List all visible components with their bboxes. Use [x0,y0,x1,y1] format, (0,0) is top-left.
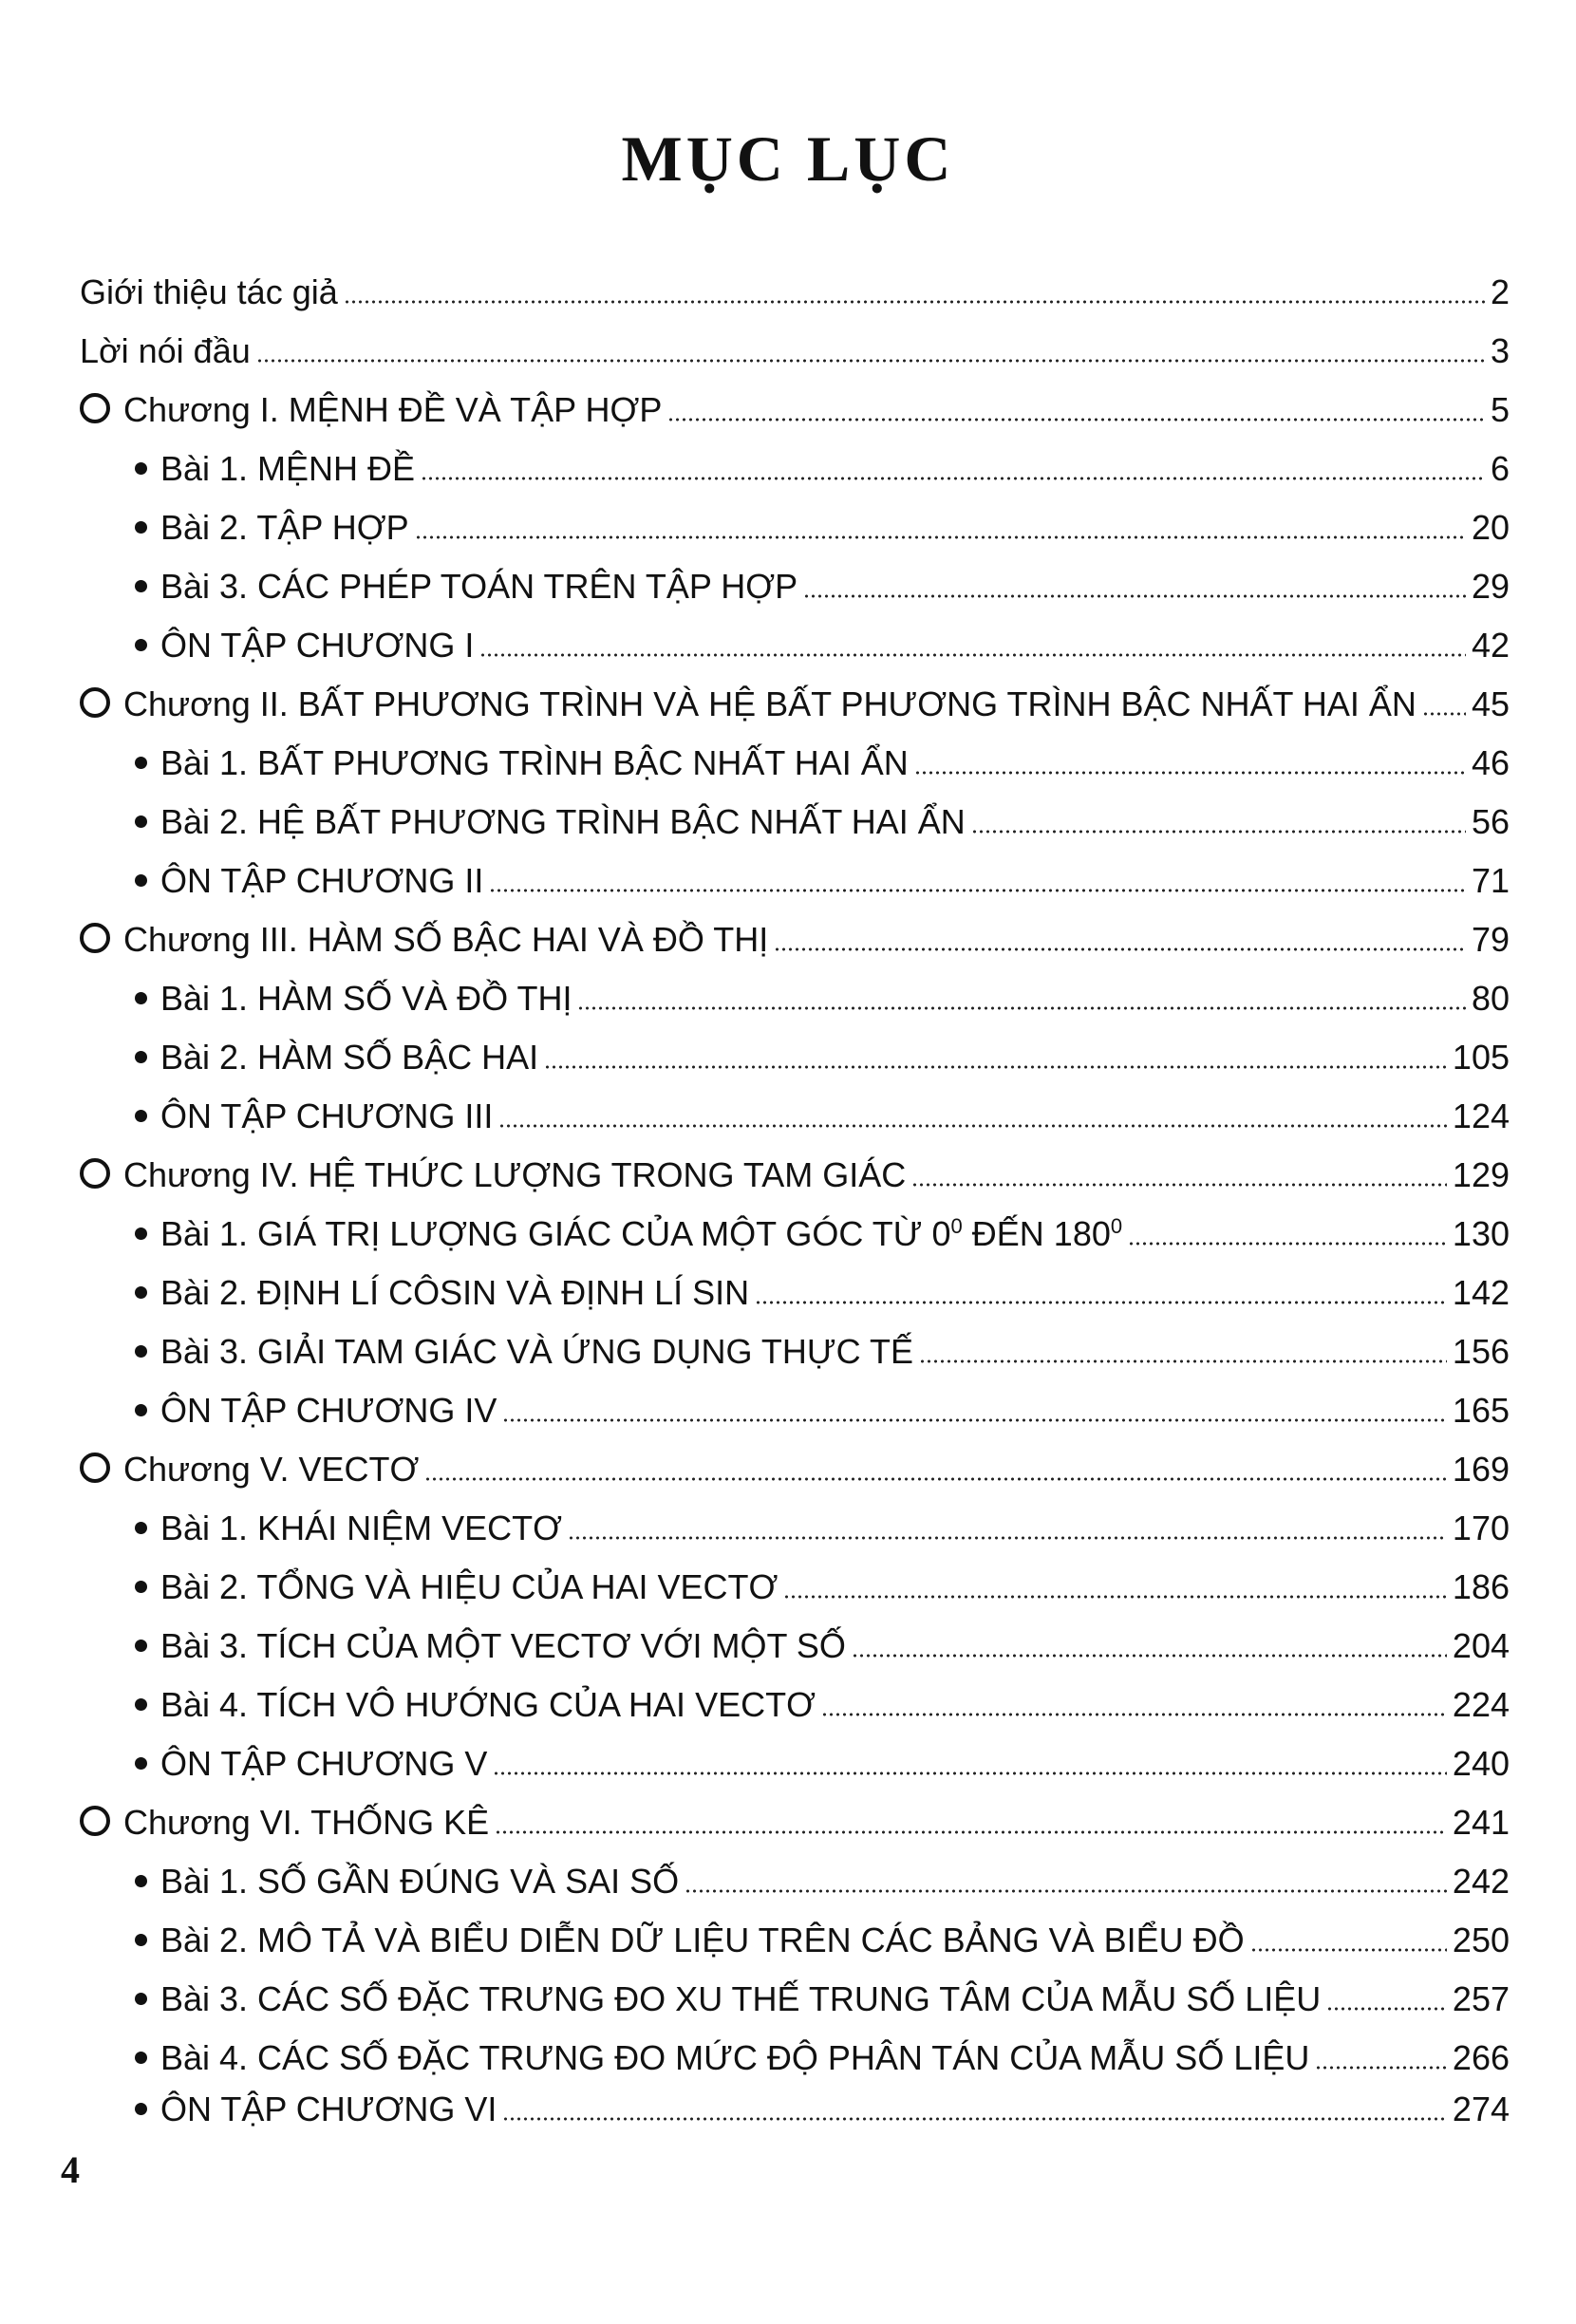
toc-chapter-page: 45 [1471,684,1510,723]
toc-lesson-label [160,1213,1122,1255]
toc-lesson[interactable] [135,1978,1510,2020]
toc-lesson[interactable] [135,801,1510,843]
toc-entry-page: 2 [1490,272,1510,311]
bullet-icon [135,1698,147,1711]
toc-lesson[interactable] [135,860,1510,902]
dot-leader [971,830,1466,834]
bullet-icon [135,1286,147,1299]
bullet-icon [135,1993,147,2005]
bullet-icon [135,1051,147,1063]
open-circle-icon [80,1452,110,1483]
toc-lesson[interactable] [135,1625,1510,1667]
toc-lesson[interactable] [135,742,1510,784]
toc-lesson-page: 274 [1452,2090,1510,2128]
toc-lesson-page: 257 [1452,1979,1510,2018]
toc-chapter[interactable] [80,1154,1510,1196]
toc-lesson-label: Bài 2. MÔ TẢ VÀ BIỂU DIỄN DỮ LIỆU TRÊN CÁC BẢNG VÀ BIỂU ĐỒ [160,1921,1245,1959]
bullet-icon [135,815,147,828]
open-circle-icon [80,687,110,718]
toc-lesson-page: 142 [1452,1273,1510,1312]
toc-lesson[interactable] [135,625,1510,666]
toc-lesson-label: Bài 1. SỐ GẦN ĐÚNG VÀ SAI SỐ [160,1862,680,1901]
bullet-icon [135,1757,147,1770]
bullet-icon [135,2103,147,2115]
toc-lesson-label: ÔN TẬP CHƯƠNG III [160,1096,494,1135]
toc-lesson-page: 124 [1452,1096,1510,1135]
toc-lesson-label: ÔN TẬP CHƯƠNG II [160,861,484,900]
toc-chapter-label: Chương IV. HỆ THỨC LƯỢNG TRONG TAM GIÁC [123,1155,907,1194]
toc-lesson-page: 156 [1452,1332,1510,1371]
dot-leader [852,1654,1447,1658]
toc-chapter-label: Chương II. BẤT PHƯƠNG TRÌNH VÀ HỆ BẤT PHƯƠNG TRÌNH BẬC NHẤT HAI ẨN [123,684,1417,723]
open-circle-icon [80,393,110,423]
toc-chapter[interactable] [80,684,1510,725]
toc-chapter-page: 169 [1452,1450,1510,1489]
toc-lesson[interactable] [135,1566,1510,1608]
toc-chapter-label: Chương III. HÀM SỐ BẬC HAI VÀ ĐỒ THỊ [123,920,769,959]
toc-chapter[interactable] [80,389,1510,431]
toc-lesson[interactable] [135,1508,1510,1549]
dot-leader [577,1006,1466,1010]
page-title: MỤC LỤC [621,122,955,195]
toc-lesson-page: 6 [1490,449,1510,488]
dot-leader [1422,712,1466,716]
superscript: 0 [950,1214,963,1238]
toc-lesson-page: 170 [1452,1509,1510,1547]
dot-leader [667,418,1485,422]
toc-chapter-page: 241 [1452,1803,1510,1842]
toc-lesson-page: 80 [1471,979,1510,1018]
dot-leader [493,1771,1447,1775]
bullet-icon [135,1875,147,1887]
bullet-icon [135,1934,147,1946]
open-circle-icon [80,923,110,953]
bullet-icon [135,2052,147,2064]
dot-leader [914,771,1466,775]
toc-chapter-page: 79 [1471,920,1510,959]
toc-chapter[interactable] [80,919,1510,961]
bullet-icon [135,580,147,592]
toc-lesson-label: Bài 1. KHÁI NIỆM VECTƠ [160,1509,562,1547]
bullet-icon [135,521,147,534]
toc-lesson-label: ÔN TẬP CHƯƠNG IV [160,1391,497,1430]
toc-chapter[interactable] [80,1802,1510,1844]
toc-lesson[interactable] [135,1684,1510,1726]
toc-lesson[interactable] [135,1037,1510,1078]
toc-lesson[interactable] [135,507,1510,549]
toc-lesson-label: Bài 4. TÍCH VÔ HƯỚNG CỦA HAI VECTƠ [160,1685,816,1724]
bullet-icon [135,992,147,1004]
toc-lesson-label: Bài 2. HÀM SỐ BẬC HAI [160,1038,539,1077]
toc-lesson-page: 165 [1452,1391,1510,1430]
label-text: ĐẾN 180 [962,1214,1111,1253]
toc-lesson-label: Bài 1. HÀM SỐ VÀ ĐỒ THỊ [160,979,572,1018]
toc-lesson-page: 105 [1452,1038,1510,1077]
toc-lesson-label: ÔN TẬP CHƯƠNG I [160,626,475,665]
open-circle-icon [80,1806,110,1836]
bullet-icon [135,1522,147,1534]
toc-chapter-label: Chương V. VECTƠ [123,1450,420,1489]
bullet-icon [135,1640,147,1652]
toc-lesson-label: Bài 3. TÍCH CỦA MỘT VECTƠ VỚI MỘT SỐ [160,1626,846,1665]
dot-leader [489,889,1466,892]
toc-lesson-label: Bài 1. BẤT PHƯƠNG TRÌNH BẬC NHẤT HAI ẨN [160,743,909,782]
open-circle-icon [80,1158,110,1189]
dot-leader [911,1183,1447,1187]
toc-lesson[interactable] [135,448,1510,490]
bullet-icon [135,1228,147,1240]
dot-leader [755,1301,1447,1304]
toc-lesson[interactable] [135,1213,1510,1255]
toc-lesson-page: 186 [1452,1567,1510,1606]
toc-lesson-page: 242 [1452,1862,1510,1901]
toc-entry-label: Lời nói đầu [80,331,251,370]
toc-lesson-label: Bài 3. GIẢI TAM GIÁC VÀ ỨNG DỤNG THỰC TẾ [160,1332,913,1371]
toc-chapter-label: Chương I. MỆNH ĐỀ VÀ TẬP HỢP [123,390,663,429]
dot-leader [568,1536,1447,1540]
toc-lesson-page: 250 [1452,1921,1510,1959]
dot-leader [498,1124,1447,1128]
toc-entry[interactable] [80,330,1510,372]
toc-lesson-page: 56 [1471,802,1510,841]
dot-leader [1128,1242,1447,1246]
dot-leader [783,1595,1447,1599]
bullet-icon [135,757,147,769]
dot-leader [421,477,1485,480]
toc-lesson-label: ÔN TẬP CHƯƠNG VI [160,2090,497,2128]
toc-lesson-page: 42 [1471,626,1510,665]
bullet-icon [135,1581,147,1593]
toc-lesson-label: Bài 2. TẬP HỢP [160,508,409,547]
toc-lesson-label: Bài 2. TỔNG VÀ HIỆU CỦA HAI VECTƠ [160,1567,779,1606]
dot-leader [919,1359,1447,1363]
dot-leader [821,1713,1447,1716]
dot-leader [1250,1948,1447,1952]
toc-lesson[interactable] [135,566,1510,608]
toc-lesson[interactable] [135,978,1510,1020]
toc-lesson[interactable] [135,2037,1510,2079]
dot-leader [344,300,1485,304]
dot-leader [502,1418,1447,1422]
dot-leader [1326,2007,1447,2011]
bullet-icon [135,1404,147,1416]
dot-leader [415,535,1466,539]
bullet-icon [135,1110,147,1122]
dot-leader [774,947,1466,951]
dot-leader [424,1477,1447,1481]
toc-lesson[interactable] [135,2089,1510,2130]
page-number: 4 [61,2148,80,2191]
dot-leader [544,1065,1447,1069]
dot-leader [1315,2066,1447,2070]
dot-leader [685,1889,1447,1893]
label-text: Bài 1. GIÁ TRỊ LƯỢNG GIÁC CỦA MỘT GÓC TỪ 0 [160,1214,951,1253]
toc-chapter[interactable] [80,1449,1510,1490]
toc-entry-label: Giới thiệu tác giả [80,272,338,311]
toc-lesson-label: Bài 4. CÁC SỐ ĐẶC TRƯNG ĐO MỨC ĐỘ PHÂN TÁN CỦA MẪU SỐ LIỆU [160,2038,1310,2077]
toc-lesson-page: 46 [1471,743,1510,782]
toc-chapter-page: 129 [1452,1155,1510,1194]
dot-leader [502,2117,1447,2121]
toc-lesson-label: Bài 3. CÁC SỐ ĐẶC TRƯNG ĐO XU THẾ TRUNG TÂM CỦA MẪU SỐ LIỆU [160,1979,1322,2018]
dot-leader [256,359,1485,363]
toc-lesson[interactable] [135,1096,1510,1137]
bullet-icon [135,874,147,887]
toc-lesson-label: Bài 2. HỆ BẤT PHƯƠNG TRÌNH BẬC NHẤT HAI ẨN [160,802,966,841]
toc-lesson[interactable] [135,1390,1510,1432]
toc-lesson[interactable] [135,1920,1510,1961]
superscript: 0 [1110,1214,1123,1238]
toc-lesson[interactable] [135,1272,1510,1314]
dot-leader [495,1830,1447,1834]
toc-chapter-label: Chương VI. THỐNG KÊ [123,1803,490,1842]
toc-lesson-page: 204 [1452,1626,1510,1665]
toc-lesson-label: Bài 1. MỆNH ĐỀ [160,449,416,488]
toc-lesson[interactable] [135,1331,1510,1373]
toc-lesson-label: Bài 3. CÁC PHÉP TOÁN TRÊN TẬP HỢP [160,567,798,606]
toc-entry[interactable] [80,272,1510,313]
bullet-icon [135,639,147,651]
toc-chapter-page: 5 [1490,390,1510,429]
dot-leader [479,653,1466,657]
toc-lesson[interactable] [135,1743,1510,1785]
toc-lesson-label: Bài 2. ĐỊNH LÍ CÔSIN VÀ ĐỊNH LÍ SIN [160,1273,750,1312]
toc-lesson-page: 240 [1452,1744,1510,1783]
toc-lesson-page: 266 [1452,2038,1510,2077]
toc-entry-page: 3 [1490,331,1510,370]
dot-leader [803,594,1466,598]
toc-lesson-page: 71 [1471,861,1510,900]
toc-lesson[interactable] [135,1861,1510,1902]
toc-lesson-page: 29 [1471,567,1510,606]
toc-lesson-page: 20 [1471,508,1510,547]
bullet-icon [135,462,147,475]
toc-lesson-label: ÔN TẬP CHƯƠNG V [160,1744,488,1783]
bullet-icon [135,1345,147,1358]
toc-lesson-page: 224 [1452,1685,1510,1724]
toc-lesson-page: 130 [1452,1214,1510,1253]
